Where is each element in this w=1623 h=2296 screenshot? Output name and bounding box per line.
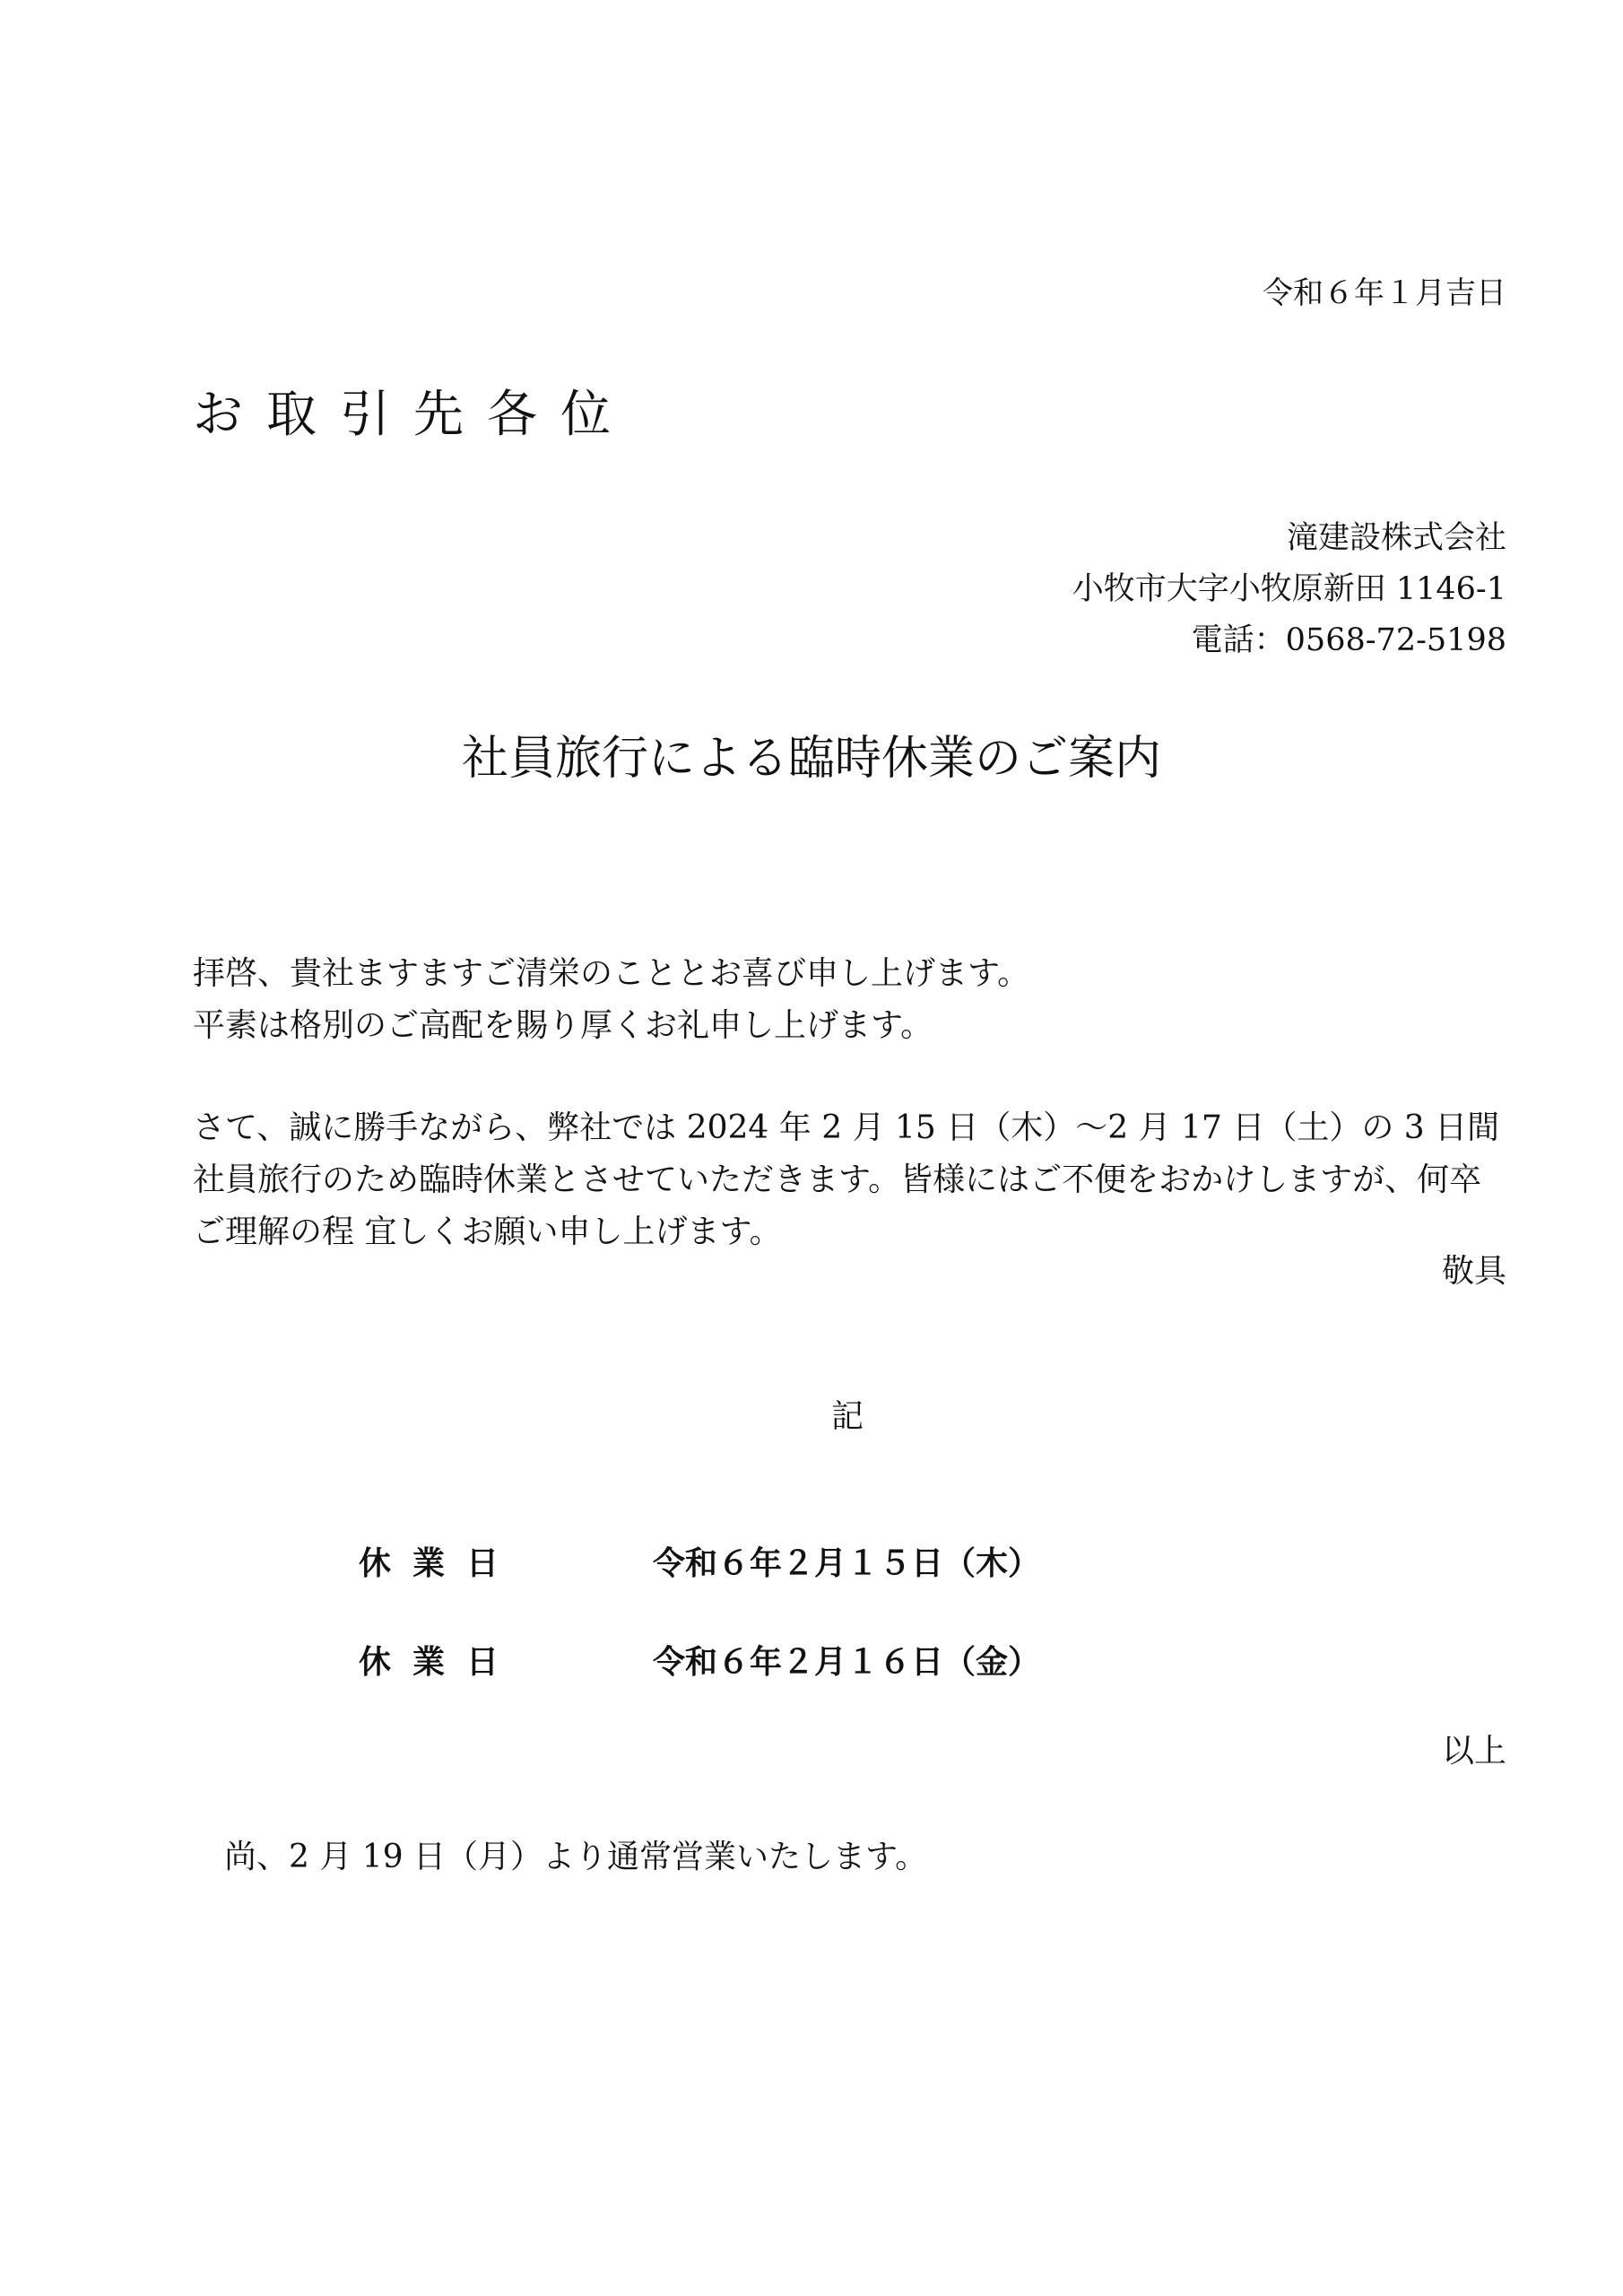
document-date: 令和６年１月吉日 xyxy=(1263,275,1506,311)
greeting-line: 平素は格別のご高配を賜り厚くお礼申し上げます。 xyxy=(193,1007,933,1044)
holiday-date: 令和６年２月１６日（金） xyxy=(653,1644,1041,1681)
sender-address: 小牧市大字小牧原新田 1146-1 xyxy=(1072,571,1506,607)
greeting-line: 拝啓、貴社ますますご清栄のこととお喜び申し上げます。 xyxy=(193,955,1030,992)
body-line: さて、誠に勝手ながら、弊社では 2024 年 2 月 15 日（木）～2 月 17 日（土）の 3 日間 xyxy=(193,1109,1500,1146)
closing-ijou: 以上 xyxy=(1441,1733,1506,1770)
holiday-label: 休業日 xyxy=(359,1644,521,1681)
document-title: 社員旅行による臨時休業のご案内 xyxy=(461,732,1161,786)
body-line: ご理解の程 宜しくお願い申し上げます。 xyxy=(193,1213,782,1250)
body-line: 社員旅行のため臨時休業とさせていただきます。皆様にはご不便をおかけしますが、何卒 xyxy=(193,1161,1482,1198)
closing-keigu: 敬具 xyxy=(1441,1253,1506,1290)
ki-heading: 記 xyxy=(830,1398,864,1435)
holiday-date: 令和６年２月１５日（木） xyxy=(653,1545,1041,1582)
recipient-heading: お取引先各位 xyxy=(193,386,634,444)
resume-note: 尚、2 月 19 日（月）より通常営業いたします。 xyxy=(224,1839,928,1875)
sender-company: 滝建設株式会社 xyxy=(1286,520,1506,556)
sender-phone: 電話：0568-72-5198 xyxy=(1191,622,1506,658)
holiday-label: 休業日 xyxy=(359,1545,521,1582)
